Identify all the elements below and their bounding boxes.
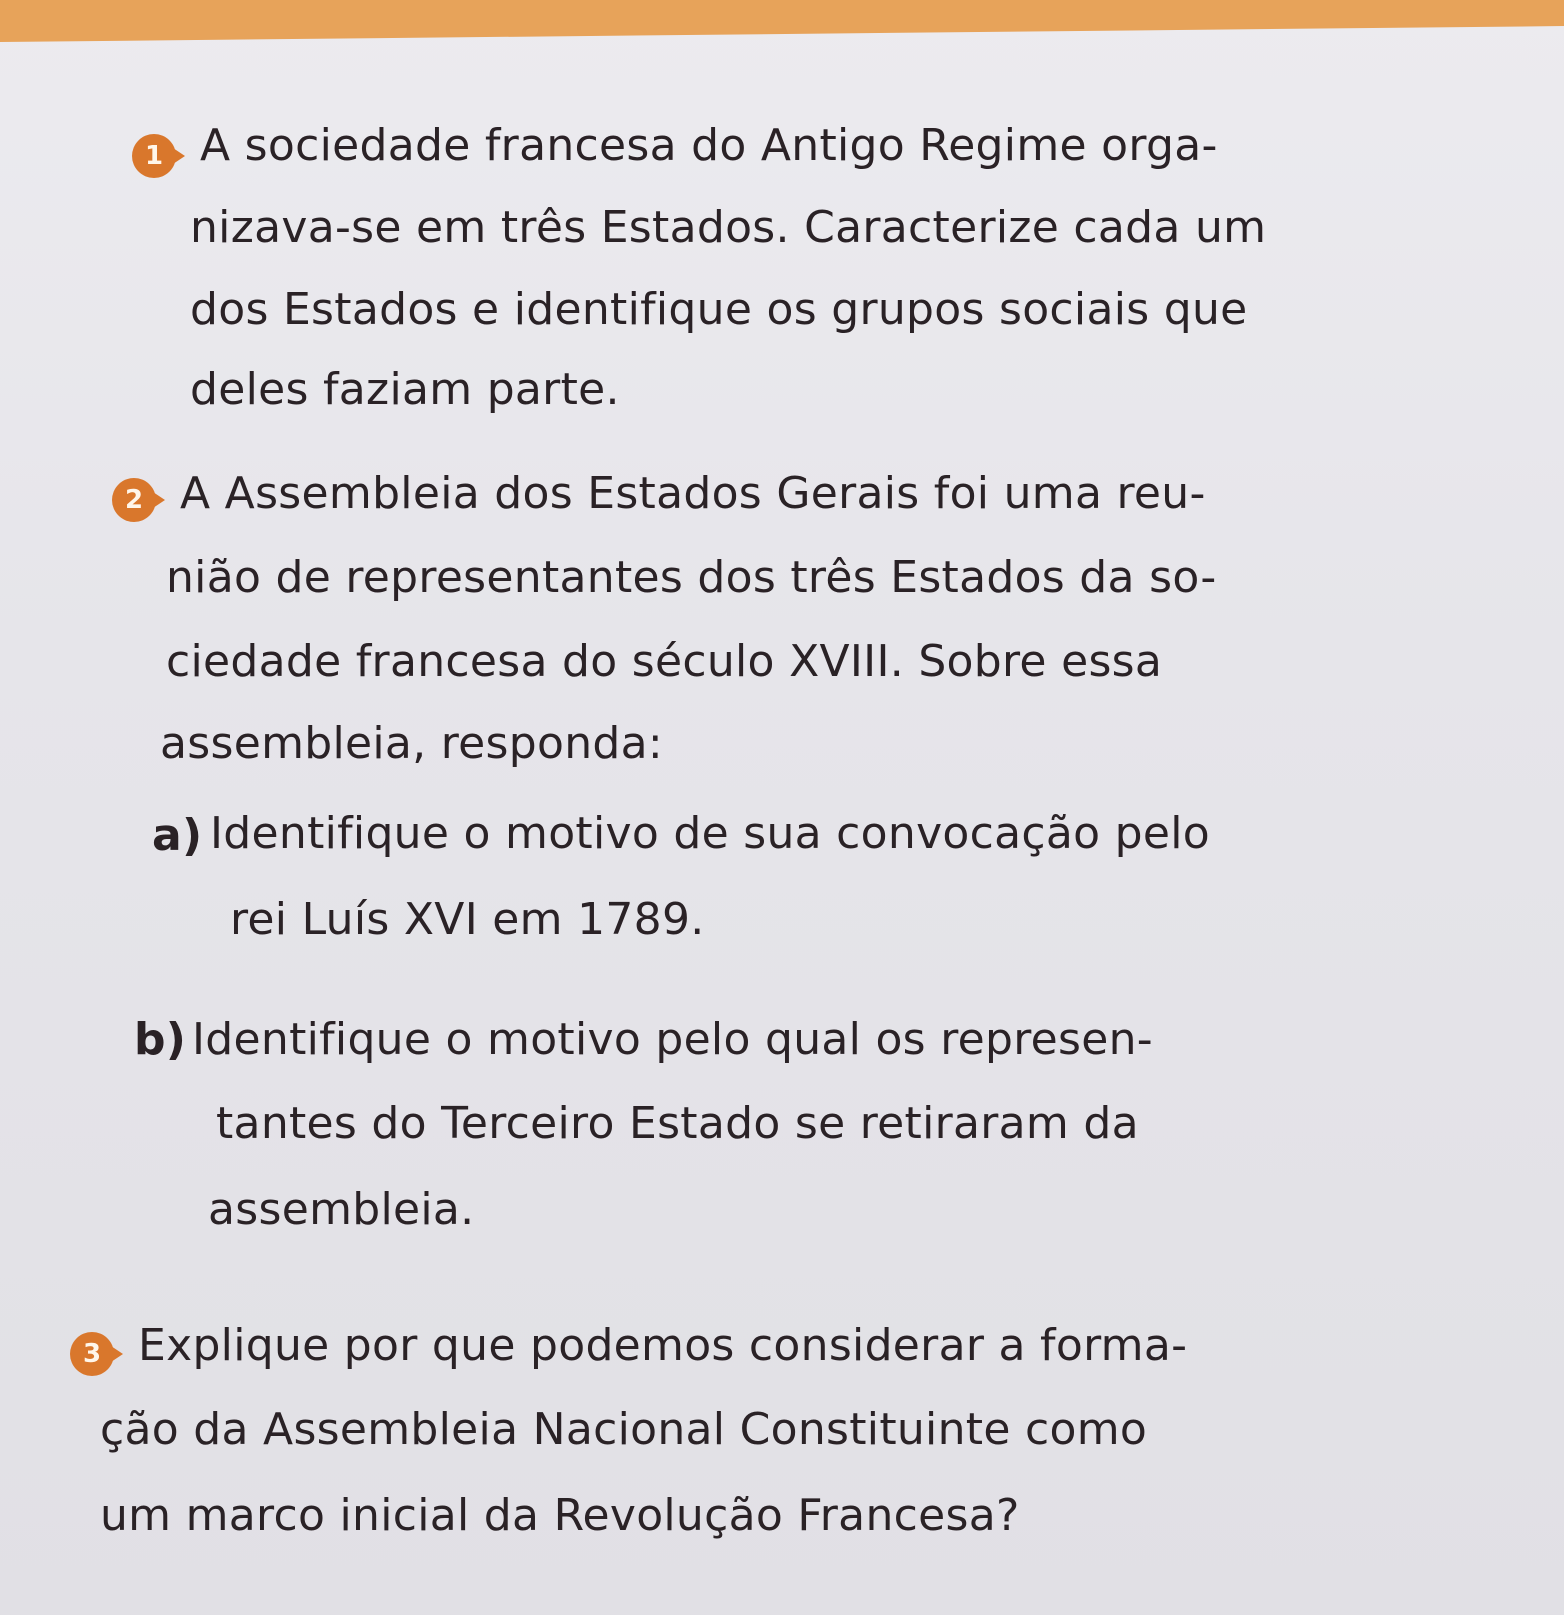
item-b-line-3: assembleia. (208, 1184, 475, 1235)
question-1-line-2: nizava-se em três Estados. Caracterize cada um (190, 202, 1267, 253)
question-3-number-badge: 3 (70, 1332, 114, 1376)
item-a-line-2: rei Luís XVI em 1789. (230, 894, 705, 945)
question-3-line-2: ção da Assembleia Nacional Constituinte como (100, 1404, 1148, 1455)
question-1-number-badge: 1 (132, 134, 176, 178)
question-2-line-4: assembleia, responda: (160, 718, 663, 769)
item-a-letter: a) (152, 810, 203, 861)
question-2-line-3: ciedade francesa do século XVIII. Sobre essa (166, 636, 1163, 687)
question-3-line-1: Explique por que podemos considerar a forma- (138, 1320, 1188, 1371)
question-1-line-1: A sociedade francesa do Antigo Regime orga- (200, 120, 1218, 171)
question-1-line-3: dos Estados e identifique os grupos sociais que (190, 284, 1248, 335)
item-b-line-2: tantes do Terceiro Estado se retiraram da (216, 1098, 1139, 1149)
question-3-line-3: um marco inicial da Revolução Francesa? (100, 1490, 1020, 1541)
question-1-line-4: deles faziam parte. (190, 364, 620, 415)
question-2-line-1: A Assembleia dos Estados Gerais foi uma reu- (180, 468, 1206, 519)
item-a-line-1: Identifique o motivo de sua convocação pelo (210, 808, 1210, 859)
item-b-letter: b) (134, 1014, 187, 1065)
item-b-line-1: Identifique o motivo pelo qual os represen- (192, 1014, 1153, 1065)
question-2-number-badge: 2 (112, 478, 156, 522)
question-2-line-2: nião de representantes dos três Estados da so- (166, 552, 1217, 603)
